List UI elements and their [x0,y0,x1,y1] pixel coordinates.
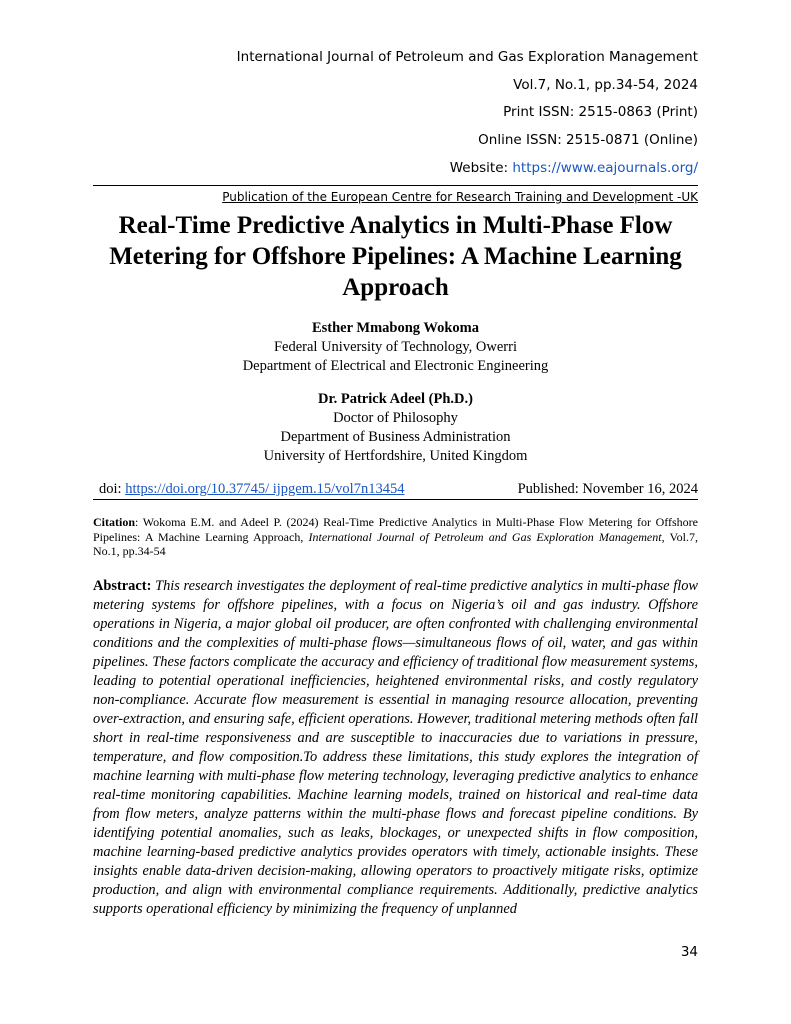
citation-details: , Vol.7, No.1, pp.34-54 [93,529,698,558]
citation-text: : Wokoma E.M. and Adeel P. (2024) Real-Time Predictive Analytics in Multi-Phase Flow Metering for Offshore Pipelines: A Machine Learning Approach, [93,515,698,544]
abstract-text: This research investigates the deployment of real-time predictive analytics in multi-phase flow metering systems for offshore pipelines, with a focus on Nigeria’s oil and gas industry. Offshore operations in Nigeria, a major global oil producer, are often confronted with challenging environmental conditions and the complexities of multi-phase flows—simultaneous flows of oil, water, and gas within pipelines. These factors complicate the accuracy and efficiency of traditional flow measurement systems, leading to potential operational inefficiencies, heightened environmental risks, and costly regulatory non-compliance. Accurate flow measurement is essential in managing resource allocation, preventing over-extraction, and ensuring safe, efficient operations. However, traditional metering methods often fall short in real-time responsiveness and are susceptible to inaccuracies due to variations in pressure, temperature, and flow composition.To address these limitations, this study explores the integration of machine learning with multi-phase flow metering technology, leveraging predictive analytics to enhance real-time monitoring capabilities. Machine learning models, trained on historical and real-time data from flow meters, analyze patterns within the multi-phase flows and forecast pipeline conditions. By identifying potential anomalies, such as leaks, blockages, or unexpected shifts in flow composition, machine learning-based predictive analytics provides operators with timely, actionable insights. These insights enable data-driven decision-making, allowing operators to proactively mitigate risks, optimize production, and align with environmental compliance requirements. Additionally, predictive analytics supports operational efficiency by minimizing the frequency of unplanned [93,578,698,917]
header-rule [93,185,698,186]
author-name: Esther Mmabong Wokoma [311,320,480,336]
website-line [450,159,698,177]
volume-info: Vol.7, No.1, pp.34-54, 2024 [513,77,698,93]
author-department: Department of Electrical and Electronic Engineering [242,358,549,374]
website-link[interactable]: https://www.eajournals.org/ [512,160,698,176]
author-department: Department of Business Administration [280,429,511,445]
doi-link[interactable]: https://doi.org/10.37745/ ijpgem.15/vol7n13454 [125,481,405,497]
doi-label: doi: [99,481,126,497]
author-block-1 [93,319,698,376]
published-date: Published: November 16, 2024 [517,481,698,497]
doi-line [99,480,404,499]
website-label: Website: [449,160,513,176]
citation-label: Citation [93,515,135,529]
author-block-2 [93,390,698,466]
author-affiliation: Federal University of Technology, Owerri [273,339,517,355]
author-degree: Doctor of Philosophy [333,410,458,426]
citation-journal: International Journal of Petroleum and Gas Exploration Management [308,529,662,544]
author-name: Dr. Patrick Adeel (Ph.D.) [318,391,473,407]
abstract-colon: : [146,578,156,594]
author-affiliation: University of Hertfordshire, United Kingdom [263,448,528,464]
citation [93,515,698,559]
doi-row [93,480,698,500]
journal-name: International Journal of Petroleum and Gas Exploration Management [236,49,698,65]
page-number: 34 [680,944,698,960]
abstract [93,577,698,919]
abstract-label: Abstract [93,578,147,594]
print-issn: Print ISSN: 2515-0863 (Print) [503,104,698,120]
publisher-line: Publication of the European Centre for Research Training and Development -UK [222,190,698,204]
online-issn: Online ISSN: 2515-0871 (Online) [478,132,698,148]
paper-title: Real-Time Predictive Analytics in Multi-Phase Flow Metering for Offshore Pipelines: A Machine Learning Approach [109,212,682,301]
